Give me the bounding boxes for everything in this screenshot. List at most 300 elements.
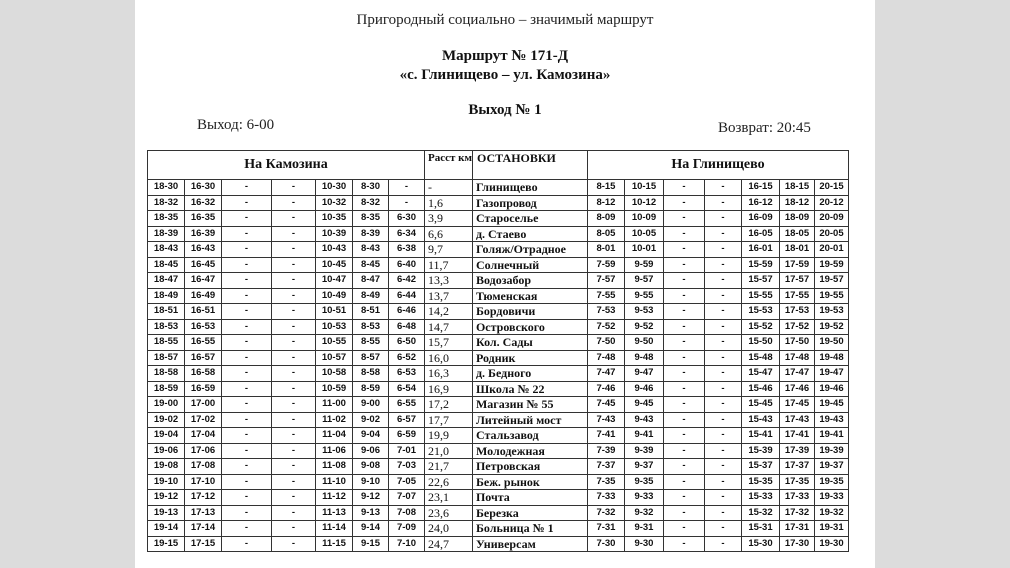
time-cell-glinishchevo: 9-59 <box>624 257 663 273</box>
time-cell-kamozina: 18-58 <box>148 366 185 382</box>
time-cell-glinishchevo: - <box>704 381 741 397</box>
time-cell-glinishchevo: - <box>704 195 741 211</box>
time-cell-kamozina: 6-42 <box>389 273 425 289</box>
time-cell-glinishchevo: 10-01 <box>624 242 663 258</box>
departure-time: Выход: 6-00 <box>197 117 275 133</box>
time-cell-kamozina: - <box>222 180 272 196</box>
time-cell-kamozina: - <box>272 195 316 211</box>
time-cell-glinishchevo: 15-45 <box>741 397 779 413</box>
time-cell-kamozina: 9-12 <box>353 490 389 506</box>
time-cell-kamozina: 16-32 <box>185 195 222 211</box>
stop-name: Магазин № 55 <box>472 397 587 413</box>
time-cell-glinishchevo: 10-05 <box>624 226 663 242</box>
time-cell-kamozina: 9-06 <box>353 443 389 459</box>
time-cell-kamozina: 7-07 <box>389 490 425 506</box>
time-cell-kamozina: 8-53 <box>353 319 389 335</box>
table-row <box>148 474 849 490</box>
time-cell-kamozina: 17-12 <box>185 490 222 506</box>
time-cell-kamozina: 16-58 <box>185 366 222 382</box>
time-cell-glinishchevo: 9-57 <box>624 273 663 289</box>
time-cell-kamozina: - <box>272 288 316 304</box>
time-cell-kamozina: - <box>272 242 316 258</box>
time-cell-glinishchevo: 7-59 <box>587 257 624 273</box>
time-cell-kamozina: 16-55 <box>185 335 222 351</box>
time-cell-kamozina: 6-38 <box>389 242 425 258</box>
time-cell-kamozina: 16-39 <box>185 226 222 242</box>
time-cell-kamozina: 19-06 <box>148 443 185 459</box>
time-cell-kamozina: 7-01 <box>389 443 425 459</box>
time-cell-kamozina: - <box>272 536 316 552</box>
route-name: «с. Глинищево – ул. Камозина» <box>399 67 611 83</box>
time-cell-glinishchevo: - <box>663 505 704 521</box>
time-cell-kamozina: 8-51 <box>353 304 389 320</box>
time-cell-glinishchevo: 9-39 <box>624 443 663 459</box>
time-cell-kamozina: 8-57 <box>353 350 389 366</box>
time-cell-glinishchevo: - <box>663 195 704 211</box>
time-cell-glinishchevo: 19-46 <box>814 381 848 397</box>
time-cell-kamozina: 10-57 <box>316 350 353 366</box>
time-cell-kamozina: 6-55 <box>389 397 425 413</box>
time-cell-kamozina: 11-08 <box>316 459 353 475</box>
time-cell-glinishchevo: - <box>704 536 741 552</box>
distance-header: Расст км <box>425 151 473 180</box>
time-cell-glinishchevo: - <box>704 459 741 475</box>
route-category: Пригородный социально – значимый маршрут <box>356 12 654 28</box>
time-cell-glinishchevo: - <box>663 459 704 475</box>
time-cell-glinishchevo: 20-05 <box>814 226 848 242</box>
time-cell-glinishchevo: 15-47 <box>741 366 779 382</box>
time-cell-kamozina: - <box>222 412 272 428</box>
time-cell-kamozina: 6-50 <box>389 335 425 351</box>
table-row <box>148 412 849 428</box>
time-cell-glinishchevo: 7-43 <box>587 412 624 428</box>
time-cell-glinishchevo: 17-32 <box>779 505 814 521</box>
time-cell-glinishchevo: 17-33 <box>779 490 814 506</box>
time-cell-glinishchevo: 19-55 <box>814 288 848 304</box>
time-cell-glinishchevo: - <box>663 257 704 273</box>
table-row <box>148 397 849 413</box>
time-cell-kamozina: 10-35 <box>316 211 353 227</box>
time-cell-kamozina: 18-51 <box>148 304 185 320</box>
time-cell-kamozina: 6-52 <box>389 350 425 366</box>
time-cell-kamozina: 19-02 <box>148 412 185 428</box>
time-cell-glinishchevo: 18-05 <box>779 226 814 242</box>
time-cell-kamozina: - <box>272 304 316 320</box>
time-cell-glinishchevo: 15-37 <box>741 459 779 475</box>
document-page <box>135 0 875 568</box>
time-cell-kamozina: - <box>222 273 272 289</box>
distance-cell: 13,3 <box>425 273 473 289</box>
table-row <box>148 319 849 335</box>
time-cell-glinishchevo: 9-53 <box>624 304 663 320</box>
time-cell-glinishchevo: 9-33 <box>624 490 663 506</box>
time-cell-glinishchevo: 19-57 <box>814 273 848 289</box>
time-cell-glinishchevo: - <box>704 412 741 428</box>
stop-name: Школа № 22 <box>472 381 587 397</box>
time-cell-kamozina: - <box>222 366 272 382</box>
time-cell-glinishchevo: 15-41 <box>741 428 779 444</box>
time-cell-kamozina: 16-59 <box>185 381 222 397</box>
time-cell-kamozina: 10-55 <box>316 335 353 351</box>
table-row <box>148 257 849 273</box>
distance-cell: 17,2 <box>425 397 473 413</box>
distance-cell: 15,7 <box>425 335 473 351</box>
time-cell-kamozina: 16-49 <box>185 288 222 304</box>
time-cell-kamozina: - <box>272 335 316 351</box>
time-cell-kamozina: 10-47 <box>316 273 353 289</box>
time-cell-glinishchevo: 8-09 <box>587 211 624 227</box>
time-cell-glinishchevo: 20-15 <box>814 180 848 196</box>
time-cell-glinishchevo: 19-59 <box>814 257 848 273</box>
time-cell-kamozina: 16-51 <box>185 304 222 320</box>
time-cell-glinishchevo: - <box>704 443 741 459</box>
time-cell-kamozina: - <box>272 397 316 413</box>
time-cell-kamozina: 18-45 <box>148 257 185 273</box>
time-cell-glinishchevo: 15-30 <box>741 536 779 552</box>
time-cell-glinishchevo: - <box>663 226 704 242</box>
table-row <box>148 242 849 258</box>
time-cell-kamozina: - <box>222 381 272 397</box>
time-cell-glinishchevo: 19-45 <box>814 397 848 413</box>
time-cell-glinishchevo: 9-50 <box>624 335 663 351</box>
time-cell-kamozina: 19-15 <box>148 536 185 552</box>
table-row <box>148 180 849 196</box>
time-cell-glinishchevo: 17-35 <box>779 474 814 490</box>
time-cell-kamozina: - <box>222 257 272 273</box>
time-cell-glinishchevo: 17-50 <box>779 335 814 351</box>
time-cell-kamozina: - <box>222 459 272 475</box>
stop-name: Березка <box>472 505 587 521</box>
time-cell-kamozina: 19-10 <box>148 474 185 490</box>
time-cell-kamozina: 18-43 <box>148 242 185 258</box>
time-cell-glinishchevo: 19-37 <box>814 459 848 475</box>
time-cell-kamozina: - <box>222 242 272 258</box>
table-row <box>148 211 849 227</box>
time-cell-kamozina: 6-40 <box>389 257 425 273</box>
time-cell-glinishchevo: - <box>704 521 741 537</box>
table-row <box>148 521 849 537</box>
time-cell-glinishchevo: - <box>663 397 704 413</box>
time-cell-glinishchevo: - <box>704 288 741 304</box>
time-cell-kamozina: 9-04 <box>353 428 389 444</box>
time-cell-glinishchevo: 7-52 <box>587 319 624 335</box>
time-cell-glinishchevo: - <box>704 304 741 320</box>
time-cell-kamozina: 10-43 <box>316 242 353 258</box>
distance-cell: 6,6 <box>425 226 473 242</box>
time-cell-glinishchevo: 9-35 <box>624 474 663 490</box>
time-cell-glinishchevo: 17-30 <box>779 536 814 552</box>
stop-name: Беж. рынок <box>472 474 587 490</box>
time-cell-glinishchevo: - <box>663 366 704 382</box>
time-cell-glinishchevo: 19-30 <box>814 536 848 552</box>
time-cell-kamozina: 11-14 <box>316 521 353 537</box>
distance-cell: 24,7 <box>425 536 473 552</box>
stop-name: д. Бедного <box>472 366 587 382</box>
time-cell-glinishchevo: 17-52 <box>779 319 814 335</box>
time-cell-kamozina: - <box>222 474 272 490</box>
time-cell-kamozina: 9-00 <box>353 397 389 413</box>
time-cell-kamozina: 10-49 <box>316 288 353 304</box>
time-cell-kamozina: 11-02 <box>316 412 353 428</box>
time-cell-kamozina: 10-59 <box>316 381 353 397</box>
time-cell-kamozina: 18-53 <box>148 319 185 335</box>
time-cell-glinishchevo: 20-09 <box>814 211 848 227</box>
time-cell-kamozina: - <box>272 459 316 475</box>
time-cell-kamozina: 17-04 <box>185 428 222 444</box>
time-cell-glinishchevo: 15-55 <box>741 288 779 304</box>
time-cell-glinishchevo: 20-12 <box>814 195 848 211</box>
table-row <box>148 381 849 397</box>
distance-cell: 1,6 <box>425 195 473 211</box>
table-row <box>148 459 849 475</box>
time-cell-kamozina: 8-55 <box>353 335 389 351</box>
time-cell-kamozina: 9-02 <box>353 412 389 428</box>
time-cell-kamozina: 6-34 <box>389 226 425 242</box>
time-cell-kamozina: 19-04 <box>148 428 185 444</box>
time-cell-glinishchevo: 17-53 <box>779 304 814 320</box>
time-cell-glinishchevo: 8-12 <box>587 195 624 211</box>
time-cell-kamozina: 16-57 <box>185 350 222 366</box>
time-cell-kamozina: - <box>222 211 272 227</box>
time-cell-glinishchevo: - <box>704 242 741 258</box>
distance-cell: - <box>425 180 473 196</box>
time-cell-glinishchevo: - <box>663 474 704 490</box>
time-cell-glinishchevo: - <box>663 412 704 428</box>
time-cell-glinishchevo: 15-50 <box>741 335 779 351</box>
time-cell-kamozina: 17-14 <box>185 521 222 537</box>
time-cell-kamozina: 8-43 <box>353 242 389 258</box>
time-cell-glinishchevo: - <box>663 273 704 289</box>
time-cell-glinishchevo: 17-41 <box>779 428 814 444</box>
time-cell-kamozina: - <box>272 211 316 227</box>
time-cell-kamozina: - <box>222 505 272 521</box>
time-cell-glinishchevo: 7-33 <box>587 490 624 506</box>
time-cell-kamozina: - <box>272 226 316 242</box>
time-cell-glinishchevo: 10-15 <box>624 180 663 196</box>
distance-cell: 19,9 <box>425 428 473 444</box>
time-cell-glinishchevo: 19-52 <box>814 319 848 335</box>
time-cell-glinishchevo: 19-43 <box>814 412 848 428</box>
stop-name: Универсам <box>472 536 587 552</box>
stop-name: Литейный мост <box>472 412 587 428</box>
time-cell-kamozina: 18-32 <box>148 195 185 211</box>
time-cell-glinishchevo: 16-15 <box>741 180 779 196</box>
time-cell-glinishchevo: 17-55 <box>779 288 814 304</box>
distance-cell: 11,7 <box>425 257 473 273</box>
time-cell-kamozina: 9-13 <box>353 505 389 521</box>
time-cell-glinishchevo: 18-15 <box>779 180 814 196</box>
distance-cell: 21,0 <box>425 443 473 459</box>
time-cell-kamozina: - <box>272 257 316 273</box>
time-cell-glinishchevo: 19-53 <box>814 304 848 320</box>
time-cell-kamozina: 17-02 <box>185 412 222 428</box>
stop-name: д. Стаево <box>472 226 587 242</box>
time-cell-kamozina: 6-46 <box>389 304 425 320</box>
time-cell-kamozina: 7-10 <box>389 536 425 552</box>
time-cell-glinishchevo: 17-46 <box>779 381 814 397</box>
stop-name: Почта <box>472 490 587 506</box>
time-cell-glinishchevo: 9-30 <box>624 536 663 552</box>
time-cell-glinishchevo: 9-46 <box>624 381 663 397</box>
time-cell-kamozina: 7-09 <box>389 521 425 537</box>
time-cell-glinishchevo: 15-46 <box>741 381 779 397</box>
time-cell-glinishchevo: 15-48 <box>741 350 779 366</box>
schedule-table <box>147 150 849 552</box>
time-cell-glinishchevo: 9-32 <box>624 505 663 521</box>
time-cell-glinishchevo: 17-37 <box>779 459 814 475</box>
time-cell-glinishchevo: 9-45 <box>624 397 663 413</box>
distance-cell: 22,6 <box>425 474 473 490</box>
time-cell-kamozina: 8-58 <box>353 366 389 382</box>
time-cell-glinishchevo: - <box>663 335 704 351</box>
time-cell-glinishchevo: 9-55 <box>624 288 663 304</box>
time-cell-kamozina: 16-30 <box>185 180 222 196</box>
time-cell-glinishchevo: 9-31 <box>624 521 663 537</box>
time-cell-kamozina: 17-15 <box>185 536 222 552</box>
stop-name: Солнечный <box>472 257 587 273</box>
time-cell-kamozina: - <box>222 443 272 459</box>
direction-header-glinishchevo: На Глинищево <box>587 151 848 180</box>
time-cell-kamozina: - <box>222 335 272 351</box>
time-cell-glinishchevo: - <box>663 428 704 444</box>
time-cell-glinishchevo: - <box>704 273 741 289</box>
time-cell-kamozina: 10-45 <box>316 257 353 273</box>
stop-name: Больница № 1 <box>472 521 587 537</box>
time-cell-kamozina: 8-35 <box>353 211 389 227</box>
time-cell-glinishchevo: 7-45 <box>587 397 624 413</box>
time-cell-glinishchevo: 9-43 <box>624 412 663 428</box>
time-cell-glinishchevo: - <box>663 381 704 397</box>
time-cell-kamozina: 18-55 <box>148 335 185 351</box>
time-cell-kamozina: - <box>272 366 316 382</box>
exit-number: Выход № 1 <box>468 102 542 118</box>
time-cell-kamozina: - <box>222 350 272 366</box>
time-cell-glinishchevo: - <box>704 490 741 506</box>
time-cell-kamozina: 9-15 <box>353 536 389 552</box>
time-cell-glinishchevo: - <box>663 242 704 258</box>
time-cell-kamozina: 17-13 <box>185 505 222 521</box>
time-cell-kamozina: 16-47 <box>185 273 222 289</box>
time-cell-kamozina: - <box>222 428 272 444</box>
time-cell-kamozina: 8-39 <box>353 226 389 242</box>
distance-cell: 16,3 <box>425 366 473 382</box>
time-cell-glinishchevo: 15-52 <box>741 319 779 335</box>
time-cell-kamozina: 11-12 <box>316 490 353 506</box>
table-row <box>148 288 849 304</box>
time-cell-kamozina: 9-08 <box>353 459 389 475</box>
time-cell-kamozina: - <box>222 536 272 552</box>
table-row <box>148 536 849 552</box>
time-cell-glinishchevo: 17-57 <box>779 273 814 289</box>
time-cell-kamozina: 6-53 <box>389 366 425 382</box>
time-cell-glinishchevo: 16-12 <box>741 195 779 211</box>
time-cell-glinishchevo: 8-05 <box>587 226 624 242</box>
time-cell-glinishchevo: 17-31 <box>779 521 814 537</box>
time-cell-glinishchevo: 15-32 <box>741 505 779 521</box>
time-cell-kamozina: 19-12 <box>148 490 185 506</box>
time-cell-kamozina: - <box>222 521 272 537</box>
time-cell-glinishchevo: - <box>704 505 741 521</box>
time-cell-kamozina: 19-00 <box>148 397 185 413</box>
stop-name: Глинищево <box>472 180 587 196</box>
time-cell-kamozina: - <box>389 195 425 211</box>
time-cell-kamozina: - <box>272 490 316 506</box>
time-cell-glinishchevo: 20-01 <box>814 242 848 258</box>
direction-header-kamozina: На Камозина <box>148 151 425 180</box>
time-cell-glinishchevo: 15-57 <box>741 273 779 289</box>
time-cell-glinishchevo: 9-48 <box>624 350 663 366</box>
time-cell-glinishchevo: 19-48 <box>814 350 848 366</box>
time-cell-glinishchevo: - <box>704 474 741 490</box>
schedule-body <box>148 180 849 552</box>
time-cell-glinishchevo: - <box>663 288 704 304</box>
time-cell-kamozina: - <box>272 381 316 397</box>
time-cell-kamozina: 18-49 <box>148 288 185 304</box>
time-cell-kamozina: 18-39 <box>148 226 185 242</box>
time-cell-glinishchevo: 19-39 <box>814 443 848 459</box>
time-cell-kamozina: 19-14 <box>148 521 185 537</box>
time-cell-kamozina: - <box>272 412 316 428</box>
time-cell-glinishchevo: - <box>663 443 704 459</box>
time-cell-glinishchevo: 19-33 <box>814 490 848 506</box>
time-cell-glinishchevo: 10-12 <box>624 195 663 211</box>
time-cell-kamozina: 17-08 <box>185 459 222 475</box>
time-cell-kamozina: 10-51 <box>316 304 353 320</box>
distance-cell: 14,2 <box>425 304 473 320</box>
time-cell-kamozina: 6-54 <box>389 381 425 397</box>
time-cell-glinishchevo: 19-32 <box>814 505 848 521</box>
time-cell-glinishchevo: 15-43 <box>741 412 779 428</box>
time-cell-kamozina: 18-59 <box>148 381 185 397</box>
time-cell-kamozina: 11-10 <box>316 474 353 490</box>
time-cell-kamozina: 17-06 <box>185 443 222 459</box>
time-cell-glinishchevo: - <box>704 257 741 273</box>
time-cell-glinishchevo: - <box>663 319 704 335</box>
distance-cell: 9,7 <box>425 242 473 258</box>
time-cell-glinishchevo: 8-01 <box>587 242 624 258</box>
time-cell-kamozina: - <box>389 180 425 196</box>
table-row <box>148 226 849 242</box>
time-cell-glinishchevo: - <box>704 180 741 196</box>
time-cell-kamozina: 11-04 <box>316 428 353 444</box>
time-cell-kamozina: 8-45 <box>353 257 389 273</box>
time-cell-glinishchevo: 7-32 <box>587 505 624 521</box>
time-cell-glinishchevo: 15-59 <box>741 257 779 273</box>
table-row <box>148 490 849 506</box>
time-cell-glinishchevo: 9-37 <box>624 459 663 475</box>
time-cell-kamozina: 17-00 <box>185 397 222 413</box>
time-cell-glinishchevo: 7-57 <box>587 273 624 289</box>
time-cell-kamozina: 18-35 <box>148 211 185 227</box>
time-cell-glinishchevo: - <box>704 226 741 242</box>
time-cell-kamozina: - <box>222 304 272 320</box>
time-cell-kamozina: 6-57 <box>389 412 425 428</box>
time-cell-kamozina: 9-10 <box>353 474 389 490</box>
time-cell-glinishchevo: 7-50 <box>587 335 624 351</box>
table-row <box>148 195 849 211</box>
time-cell-kamozina: 16-35 <box>185 211 222 227</box>
time-cell-kamozina: - <box>272 505 316 521</box>
time-cell-glinishchevo: 18-01 <box>779 242 814 258</box>
distance-cell: 16,0 <box>425 350 473 366</box>
stop-name: Газопровод <box>472 195 587 211</box>
stop-name: Стальзавод <box>472 428 587 444</box>
time-cell-glinishchevo: 10-09 <box>624 211 663 227</box>
time-cell-kamozina: 6-44 <box>389 288 425 304</box>
time-cell-kamozina: - <box>272 273 316 289</box>
table-row <box>148 428 849 444</box>
time-cell-glinishchevo: 17-39 <box>779 443 814 459</box>
